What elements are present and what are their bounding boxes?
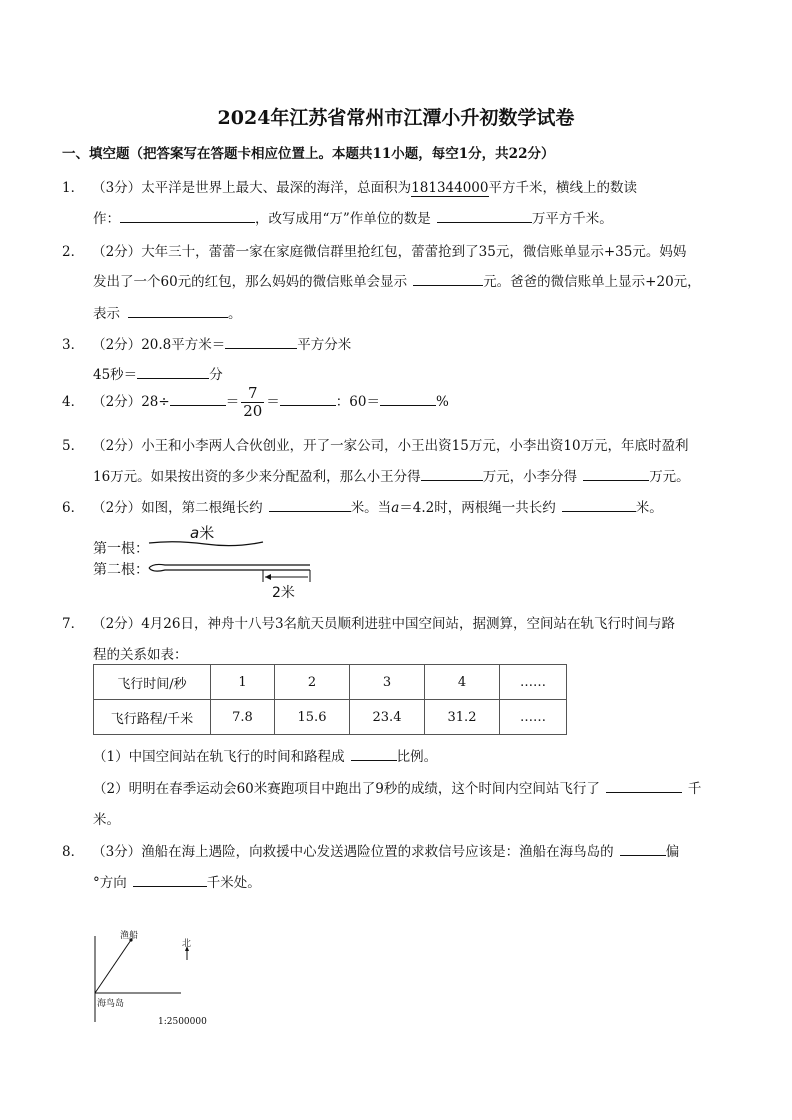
- table-cell: 15.6: [275, 700, 350, 735]
- answer-blank-wan[interactable]: [437, 208, 532, 223]
- question-7-sub-2-cont: 米。: [93, 812, 120, 828]
- answer-blank-mom[interactable]: [413, 271, 483, 286]
- question-7-line-2: 程的关系如表：: [93, 647, 188, 663]
- answer-blank-read[interactable]: [120, 208, 255, 223]
- question-score: （3分）: [92, 180, 142, 196]
- question-4-line: [62, 385, 449, 420]
- question-text: 分: [209, 367, 223, 383]
- table-cell: ……: [500, 665, 567, 700]
- question-score: （2分）: [92, 438, 142, 454]
- answer-blank-percent[interactable]: [380, 391, 436, 406]
- page-title: 2024年江苏省常州市江潭小升初数学试卷: [217, 107, 575, 129]
- table-header-cell: 飞行路程/千米: [94, 700, 211, 735]
- answer-blank-dad[interactable]: [128, 303, 228, 318]
- question-number: 7．: [62, 616, 85, 632]
- question-text: 万平方千米。: [531, 211, 613, 227]
- answer-blank-ratio[interactable]: [280, 391, 336, 406]
- north-label: 北: [182, 939, 192, 949]
- question-text: 千米处。: [206, 875, 261, 891]
- table-cell: 4: [425, 665, 500, 700]
- question-3-line-2: [93, 363, 223, 383]
- question-text: 28÷: [141, 394, 170, 410]
- question-text: 千: [687, 781, 702, 797]
- question-2-line-3: [93, 302, 242, 322]
- question-text: 45秒＝: [93, 367, 138, 383]
- flight-table: [93, 664, 567, 735]
- question-text: 如图，第二根绳长约: [141, 500, 263, 516]
- table-row: [94, 700, 567, 735]
- question-number: 5．: [62, 438, 85, 454]
- section-heading: 一、填空题（把答案写在答题卡相应位置上。本题共11小题，每空1分，共22分）: [62, 146, 555, 162]
- question-text: （2）明明在春季运动会60米赛跑项目中跑出了9秒的成绩，这个时间内空间站飞行了: [93, 781, 600, 797]
- question-5-line-1: [62, 434, 689, 454]
- question-2-line-2: [93, 270, 701, 290]
- question-number: 1．: [62, 180, 85, 196]
- question-text: 表示: [93, 306, 120, 322]
- question-text: 偏: [665, 844, 680, 860]
- rope-1-label: 第一根：: [93, 541, 149, 557]
- question-8-line-2: [93, 871, 261, 891]
- table-cell: ……: [500, 700, 567, 735]
- question-7-sub-1: [93, 745, 437, 765]
- question-1-line-2: [93, 207, 613, 227]
- underlined-number: 181344000: [411, 180, 489, 196]
- question-text: 元。爸爸的微信账单上显示+20元，: [483, 274, 701, 290]
- question-5-line-2: [93, 465, 690, 485]
- question-text: 米。: [635, 500, 663, 516]
- question-text: 米。当: [350, 500, 392, 516]
- question-number: 6．: [62, 500, 85, 516]
- answer-blank-li[interactable]: [583, 466, 649, 481]
- rope-figure: [145, 530, 325, 600]
- rope-1: [149, 542, 263, 546]
- answer-blank-rope2[interactable]: [269, 497, 351, 512]
- answer-blank-proportion[interactable]: [351, 746, 397, 761]
- question-6-line: [62, 496, 663, 516]
- table-cell: 7.8: [211, 700, 275, 735]
- question-number: 3．: [62, 337, 85, 353]
- question-1-line-1: [62, 176, 637, 196]
- question-text: 小王和小李两人合伙创业，开了一家公司，小王出资15万元，小李出资10万元，年底时盈利: [141, 438, 689, 454]
- equals-sign: ＝: [266, 394, 280, 410]
- question-number: 2．: [62, 244, 85, 260]
- answer-blank-direction[interactable]: [620, 841, 666, 856]
- measure-label: 2米: [272, 585, 295, 601]
- question-text: 20.8平方米＝: [141, 337, 226, 353]
- question-text: 。: [228, 306, 242, 322]
- question-text: 比例。: [396, 749, 438, 765]
- map-figure: [85, 930, 215, 1030]
- question-score: （2分）: [92, 244, 142, 260]
- question-text: 渔船在海上遇险，向救援中心发送遇险位置的求救信号应该是：渔船在海鸟岛的: [141, 844, 614, 860]
- boat-label: 渔船: [120, 931, 139, 941]
- question-7-sub-2: [93, 777, 701, 797]
- question-text: 发出了一个60元的红包，那么妈妈的微信账单会显示: [93, 274, 408, 290]
- rope-2-label: 第二根：: [93, 562, 149, 578]
- question-text: 16万元。如果按出资的多少来分配盈利，那么小王分得: [93, 469, 421, 485]
- fraction-denominator: 20: [243, 402, 263, 420]
- answer-blank-wang[interactable]: [421, 466, 483, 481]
- question-text: ＝4.2时，两根绳一共长约: [399, 500, 556, 516]
- question-3-line-1: [62, 333, 351, 353]
- question-text: （1）中国空间站在轨飞行的时间和路程成: [93, 749, 345, 765]
- equals-sign: ＝: [225, 394, 240, 410]
- fraction-numerator: 7: [241, 385, 264, 403]
- question-text: 万元。: [649, 469, 690, 485]
- question-score: （3分）: [92, 844, 142, 860]
- answer-blank-area[interactable]: [225, 334, 297, 349]
- question-8-line-1: [62, 840, 679, 860]
- fraction: [241, 385, 264, 420]
- question-number: 4．: [62, 394, 85, 410]
- percent-sign: %: [435, 394, 449, 410]
- question-score: （2分）: [92, 337, 142, 353]
- question-2-line-1: [62, 240, 686, 260]
- question-text: 平方千米，横线上的数读: [488, 180, 637, 196]
- island-label: 海鸟岛: [97, 999, 125, 1009]
- answer-blank-total[interactable]: [562, 497, 636, 512]
- unit-label: 米: [199, 524, 215, 542]
- question-text: 作：: [93, 211, 120, 227]
- table-cell: 31.2: [425, 700, 500, 735]
- question-7-line-1: [62, 612, 675, 632]
- table-cell: 1: [211, 665, 275, 700]
- question-text: °方向: [93, 875, 127, 891]
- question-text: 万元，小李分得: [482, 469, 578, 485]
- question-text: 大年三十，蕾蕾一家在家庭微信群里抢红包，蕾蕾抢到了35元，微信账单显示+35元。妈妈: [141, 244, 687, 260]
- table-cell: 23.4: [350, 700, 425, 735]
- table-row: [94, 665, 567, 700]
- direction-line: [95, 940, 131, 993]
- table-header-cell: 飞行时间/秒: [94, 665, 211, 700]
- question-score: （2分）: [92, 394, 142, 410]
- scale-label: 1:2500000: [158, 1017, 207, 1027]
- table-cell: 3: [350, 665, 425, 700]
- question-text: 平方分米: [297, 337, 352, 353]
- rope-2: [149, 564, 310, 571]
- answer-blank-divisor[interactable]: [170, 391, 226, 406]
- question-text: 4月26日，神舟十八号3名航天员顺利进驻中国空间站，据测算，空间站在轨飞行时间与路: [141, 616, 676, 632]
- answer-blank-minutes[interactable]: [137, 364, 209, 379]
- variable-a: a: [190, 524, 200, 542]
- question-text: ：60＝: [335, 394, 380, 410]
- question-score: （2分）: [92, 500, 142, 516]
- question-text: ，改写成用“万”作单位的数是: [255, 211, 431, 227]
- question-score: （2分）: [92, 616, 142, 632]
- question-text: 太平洋是世界上最大、最深的海洋，总面积为: [141, 180, 412, 196]
- arrow-left-icon: [265, 574, 271, 580]
- table-cell: 2: [275, 665, 350, 700]
- answer-blank-distance[interactable]: [606, 778, 682, 793]
- variable-a: a: [391, 500, 400, 516]
- question-number: 8．: [62, 844, 85, 860]
- answer-blank-km[interactable]: [133, 872, 207, 887]
